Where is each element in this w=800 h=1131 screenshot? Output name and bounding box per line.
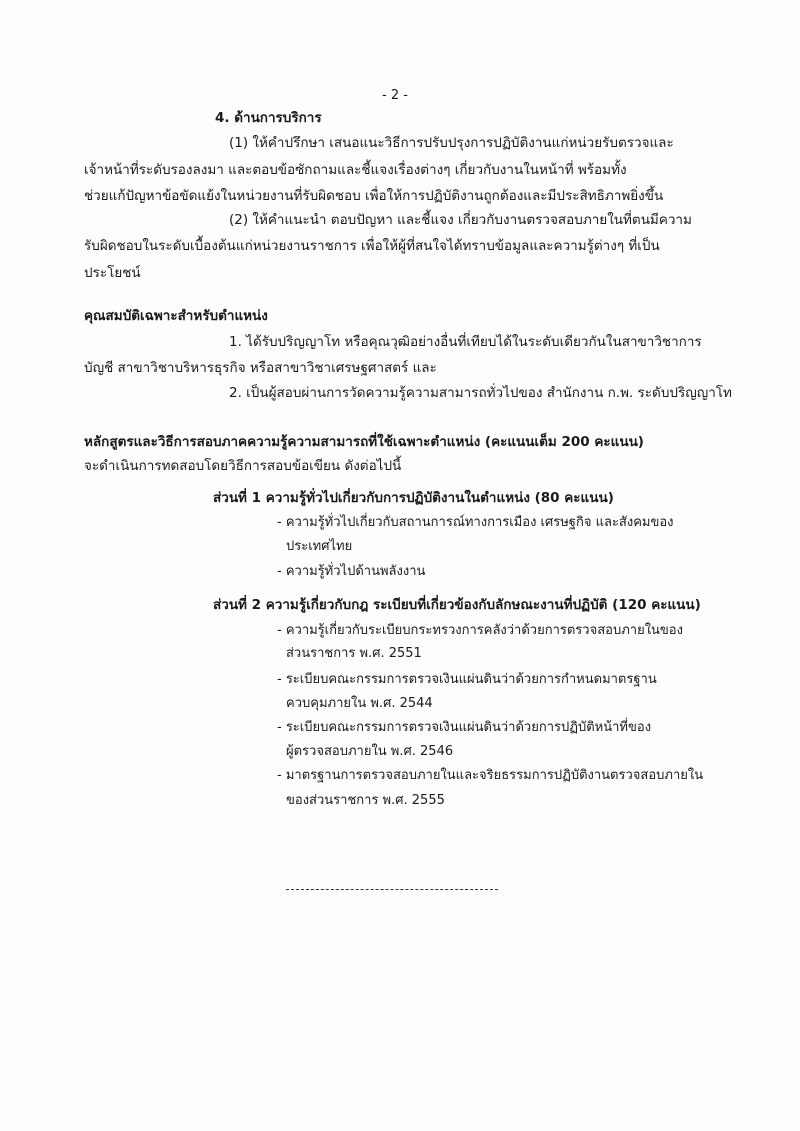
service-item2-line2: รับผิดชอบในระดับเบื้องต้นแก่หน่วยงานราชการ เพื่อให้ผู้ที่สนใจได้ทราบข้อมูลและความรู้ต่างๆ ที่เป็น — [84, 238, 660, 254]
part2-item1-line1: - ความรู้เกี่ยวกับระเบียบกระทรวงการคลังว่าด้วยการตรวจสอบภายในของ — [277, 623, 683, 638]
exam-heading: หลักสูตรและวิธีการสอบภาคความรู้ความสามารถที่ใช้เฉพาะตำแหน่ง (คะแนนเต็ม 200 คะแนน) — [84, 434, 644, 450]
part2-item2-line2: ควบคุมภายใน พ.ศ. 2544 — [286, 696, 433, 711]
end-separator-line — [286, 889, 498, 890]
part2-item4-line1: - มาตรฐานการตรวจสอบภายในและจริยธรรมการปฏิบัติงานตรวจสอบภายใน — [277, 768, 704, 783]
exam-intro: จะดำเนินการทดสอบโดยวิธีการสอบข้อเขียน ดังต่อไปนี้ — [84, 458, 402, 474]
service-item1-line1: (1) ให้คำปรึกษา เสนอแนะวิธีการปรับปรุงการปฏิบัติงานแก่หน่วยรับตรวจและ — [229, 135, 674, 151]
service-item2-line1: (2) ให้คำแนะนำ ตอบปัญหา และชี้แจง เกี่ยวกับงานตรวจสอบภายในที่ตนมีความ — [229, 212, 692, 228]
service-item2-line3: ประโยชน์ — [84, 265, 141, 281]
part2-item1-line2: ส่วนราชการ พ.ศ. 2551 — [286, 646, 422, 661]
part2-item2-line1: - ระเบียบคณะกรรมการตรวจเงินแผ่นดินว่าด้วยการกำหนดมาตรฐาน — [277, 672, 657, 687]
part1-item1-line2: ประเทศไทย — [286, 539, 353, 554]
page-number: - 2 - — [382, 88, 408, 103]
qualifications-heading: คุณสมบัติเฉพาะสำหรับตำแหน่ง — [84, 308, 268, 324]
exam-part1-title: ส่วนที่ 1 ความรู้ทั่วไปเกี่ยวกับการปฏิบัติงานในตำแหน่ง (80 คะแนน) — [213, 490, 614, 506]
service-item1-line2: เจ้าหน้าที่ระดับรองลงมา และตอบข้อซักถามและชี้แจงเรื่องต่างๆ เกี่ยวกับงานในหน้าที่ พร้อมทั้ง — [84, 162, 627, 178]
service-heading: 4. ด้านการบริการ — [215, 110, 322, 126]
part1-item2: - ความรู้ทั่วไปด้านพลังงาน — [277, 564, 426, 579]
part2-item3-line2: ผู้ตรวจสอบภายใน พ.ศ. 2546 — [286, 744, 454, 759]
part2-item4-line2: ของส่วนราชการ พ.ศ. 2555 — [286, 793, 445, 808]
qualification-item1-line2: บัญชี สาขาวิชาบริหารธุรกิจ หรือสาขาวิชาเศรษฐศาสตร์ และ — [84, 360, 437, 376]
qualification-item1-line1: 1. ได้รับปริญญาโท หรือคุณวุฒิอย่างอื่นที่เทียบได้ในระดับเดียวกันในสาขาวิชาการ — [229, 334, 702, 350]
service-item1-line3: ช่วยแก้ปัญหาข้อขัดแย้งในหน่วยงานที่รับผิดชอบ เพื่อให้การปฏิบัติงานถูกต้องและมีประสิทธิภาพยิ่งขึ้น — [84, 188, 664, 204]
part1-item1-line1: - ความรู้ทั่วไปเกี่ยวกับสถานการณ์ทางการเมือง เศรษฐกิจ และสังคมของ — [277, 515, 674, 530]
exam-part2-title: ส่วนที่ 2 ความรู้เกี่ยวกับกฎ ระเบียบที่เกี่ยวข้องกับลักษณะงานที่ปฏิบัติ (120 คะแนน) — [213, 597, 701, 613]
qualification-item2: 2. เป็นผู้สอบผ่านการวัดความรู้ความสามารถทั่วไปของ สำนักงาน ก.พ. ระดับปริญญาโท — [229, 385, 732, 401]
part2-item3-line1: - ระเบียบคณะกรรมการตรวจเงินแผ่นดินว่าด้วยการปฏิบัติหน้าที่ของ — [277, 720, 652, 735]
